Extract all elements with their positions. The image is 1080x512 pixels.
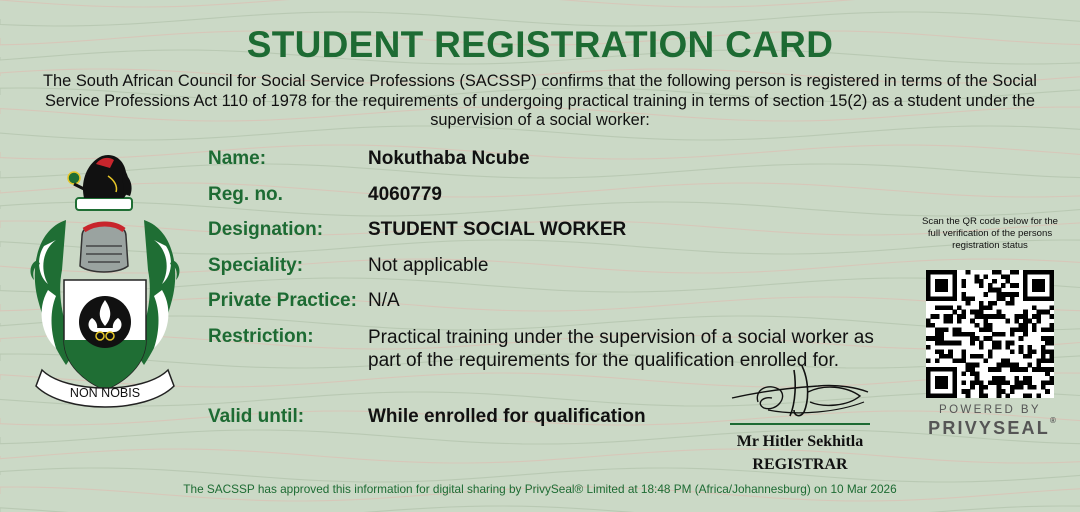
- coat-of-arms-icon: [26, 150, 184, 410]
- speciality-value: Not applicable: [368, 255, 489, 276]
- restriction-label: Restriction:: [208, 326, 314, 347]
- restriction-value: Practical training under the supervision of a social worker as part of the requirements for the qualification enrolled for.: [368, 327, 874, 371]
- speciality-label: Speciality:: [208, 255, 304, 276]
- name-value: Nokuthaba Ncube: [368, 148, 530, 169]
- designation-label: Designation:: [208, 219, 324, 240]
- signature-line: [730, 423, 870, 425]
- privyseal-wordmark: PRIVYSEAL: [928, 418, 1050, 438]
- reg-no-label: Reg. no.: [208, 184, 283, 205]
- card-title: STUDENT REGISTRATION CARD: [246, 24, 834, 65]
- registered-mark: ®: [1049, 416, 1056, 425]
- private-practice-label: Private Practice:: [208, 290, 357, 311]
- registrar-signature: [728, 362, 874, 426]
- approval-footer: The SACSSP has approved this information for digital sharing by PrivySeal® Limited at 18:48 PM (Africa/Johannesburg) on 10 Mar 2026: [183, 482, 897, 496]
- privyseal-logo: [924, 418, 1060, 439]
- name-label: Name:: [208, 148, 267, 169]
- crest-motto: NON NOBIS: [69, 386, 141, 400]
- qr-caption: Scan the QR code below for the full verification of the persons registration status: [922, 216, 1058, 251]
- registrar-title: REGISTRAR: [752, 456, 848, 473]
- valid-until-label: Valid until:: [208, 406, 305, 427]
- designation-value: STUDENT SOCIAL WORKER: [368, 219, 627, 240]
- reg-no-value: 4060779: [368, 184, 442, 205]
- qr-code-icon[interactable]: [926, 270, 1054, 398]
- registrar-name: Mr Hitler Sekhitla: [736, 433, 864, 450]
- private-practice-value: N/A: [368, 290, 400, 311]
- intro-statement: The South African Council for Social Service Professions (SACSSP) confirms that the following person is registered in terms of the Social Service Professions Act 110 of 1978 for the requirements of undergoing practical training in terms of section 15(2) as a student under the supervision of a social worker:: [43, 72, 1037, 129]
- powered-by-label: POWERED BY: [939, 404, 1041, 416]
- valid-until-value: While enrolled for qualification: [368, 406, 646, 427]
